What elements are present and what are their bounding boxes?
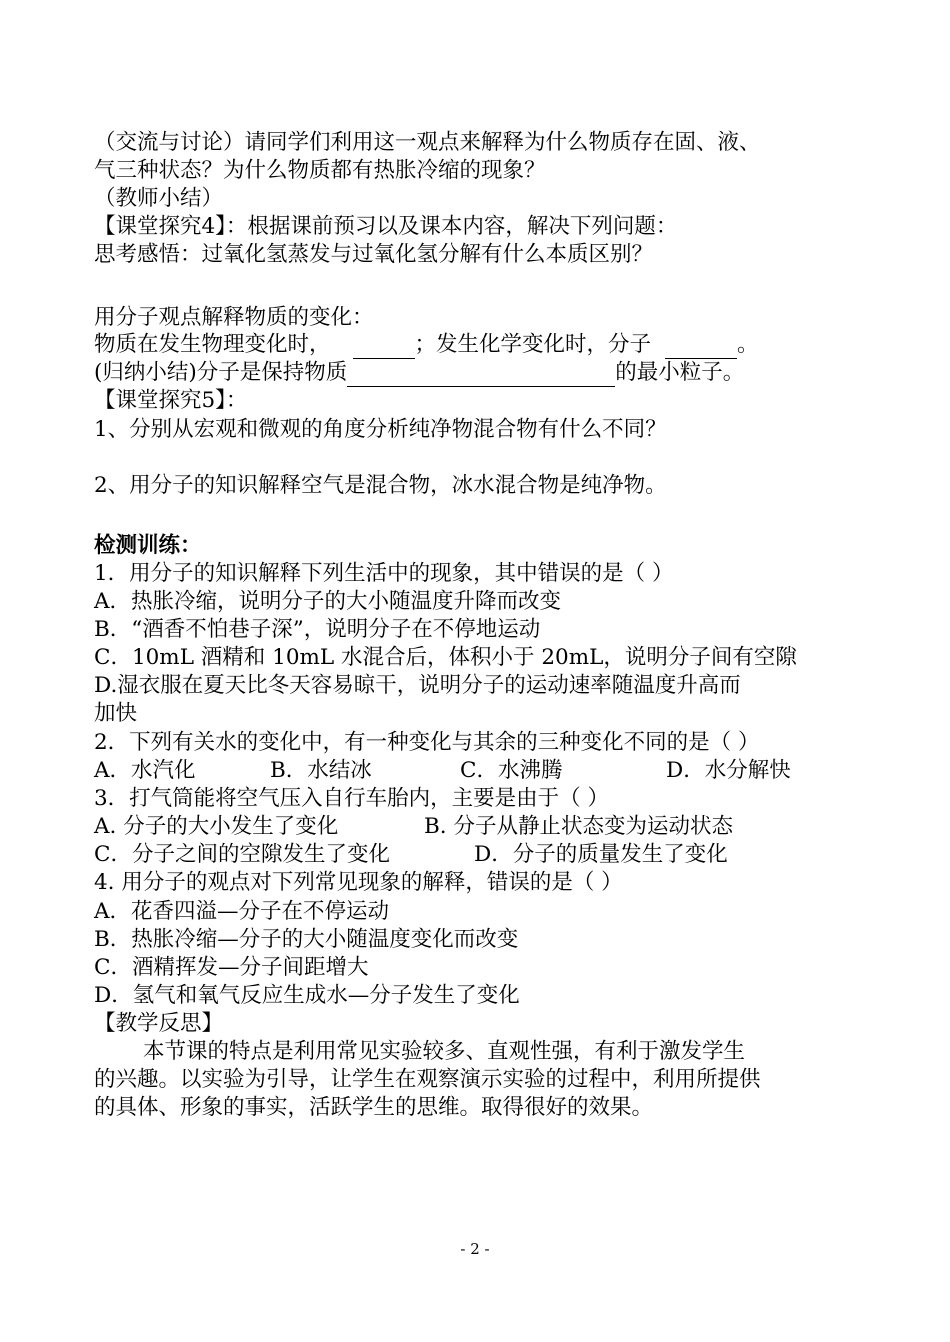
fill-blank-line-1 [94, 331, 862, 359]
q2-option-c: C．水沸腾 [460, 758, 563, 783]
q4-option-b: B．热胀冷缩—分子的大小随温度变化而改变 [94, 927, 519, 952]
period-text: 。 [737, 332, 759, 357]
q3-option-c: C．分子之间的空隙发生了变化 [94, 842, 390, 867]
inquiry-5-question-1: 1、分别从宏观和微观的角度分析纯净物混合物有什么不同？ [94, 417, 667, 442]
q4-option-d: D．氢气和氧气反应生成水—分子发生了变化 [94, 983, 520, 1008]
reflection-para-line-2: 的兴趣。以实验为引导，让学生在观察演示实验的过程中，利用所提供 [94, 1067, 761, 1092]
q2-option-b: B．水结冰 [270, 758, 372, 783]
answer-blank-physical[interactable] [353, 336, 415, 359]
discussion-line-1: （交流与讨论）请同学们利用这一观点来解释为什么物质存在固、液、 [94, 130, 761, 155]
answer-blank-summary[interactable] [347, 364, 615, 387]
q3-option-d: D．分子的质量发生了变化 [474, 842, 728, 867]
q1-option-b: B．“酒香不怕巷子深”，说明分子在不停地运动 [94, 617, 541, 642]
teacher-summary: （教师小结） [94, 186, 224, 211]
q2-stem: 2．下列有关水的变化中，有一种变化与其余的三种变化不同的是（ ） [94, 730, 760, 755]
summary-text: (归纳小结)分子是保持物质 [94, 360, 348, 385]
test-training-heading: 检测训练： [94, 533, 202, 558]
reflection-para-line-3: 的具体、形象的事实，活跃学生的思维。取得很好的效果。 [94, 1095, 654, 1120]
fill-blank-line-2 [94, 359, 862, 387]
inquiry-5-question-2: 2、用分子的知识解释空气是混合物，冰水混合物是纯净物。 [94, 473, 667, 498]
q1-stem: 1．用分子的知识解释下列生活中的现象，其中错误的是（ ） [94, 561, 674, 586]
q1-option-a: A．热胀冷缩，说明分子的大小随温度升降而改变 [94, 589, 562, 614]
physical-change-text: 物质在发生物理变化时， [94, 332, 331, 357]
summary-end-text: 的最小粒子。 [615, 360, 745, 385]
page-number: - 2 - [460, 1240, 490, 1258]
inquiry-5-heading: 【课堂探究5】： [94, 388, 248, 413]
q3-option-b: B. 分子从静止状态变为运动状态 [424, 814, 733, 839]
q4-stem: 4. 用分子的观点对下列常见现象的解释，错误的是（ ） [94, 870, 623, 895]
explain-change-heading: 用分子观点解释物质的变化： [94, 305, 374, 330]
inquiry-4-heading: 【课堂探究4】：根据课前预习以及课本内容，解决下列问题： [94, 214, 678, 239]
q1-option-d: D.湿衣服在夏天比冬天容易晾干，说明分子的运动速率随温度升高而 [94, 673, 741, 698]
q1-option-c: C．10mL 酒精和 10mL 水混合后，体积小于 20mL，说明分子间有空隙 [94, 645, 797, 670]
teaching-reflection-heading: 【教学反思】 [94, 1011, 224, 1036]
discussion-line-2: 气三种状态？为什么物质都有热胀冷缩的现象？ [94, 158, 546, 183]
q4-option-c: C．酒精挥发—分子间距增大 [94, 955, 369, 980]
q3-option-a: A. 分子的大小发生了变化 [94, 814, 339, 839]
answer-blank-chemical[interactable] [665, 336, 737, 359]
q1-option-d-cont: 加快 [94, 701, 138, 726]
q2-option-a: A．水汽化 [94, 758, 196, 783]
reflection-para-line-1: 本节课的特点是利用常见实验较多、直观性强，有利于激发学生 [143, 1039, 746, 1064]
q4-option-a: A．花香四溢—分子在不停运动 [94, 899, 390, 924]
q3-stem: 3．打气筒能将空气压入自行车胎内，主要是由于（ ） [94, 786, 610, 811]
chemical-change-text: ；发生化学变化时，分子 [414, 332, 652, 357]
reflection-question: 思考感悟：过氧化氢蒸发与过氧化氢分解有什么本质区别？ [94, 242, 654, 267]
q2-option-d: D．水分解快 [666, 758, 791, 783]
